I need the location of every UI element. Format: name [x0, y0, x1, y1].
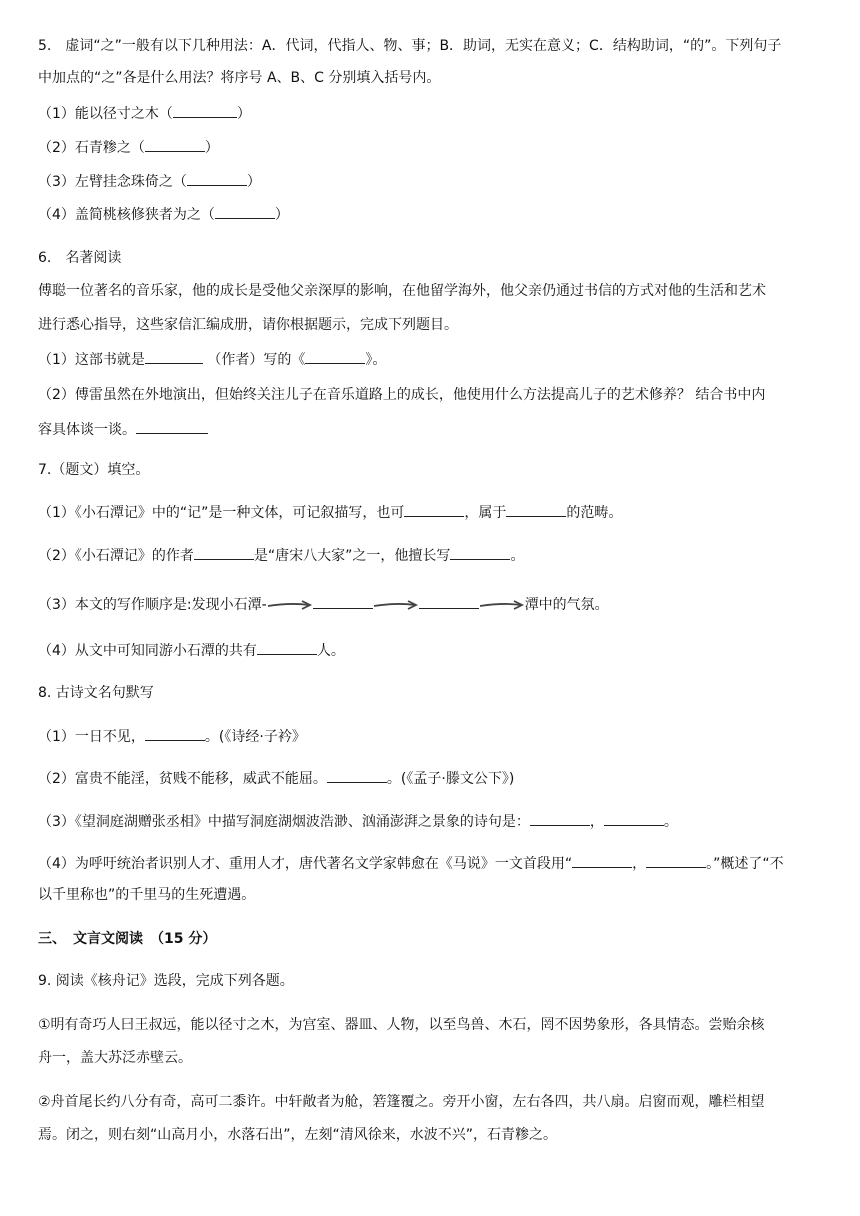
answer-blank[interactable] — [187, 171, 247, 186]
q5-item-1 — [38, 103, 830, 124]
answer-blank[interactable] — [305, 349, 365, 364]
q6-item-1-text-b: （作者）写的《 — [207, 352, 306, 368]
q7-item-1-text-a: （1）《小石潭记》中的“记”是一种文体，可记叙描写，也可 — [38, 505, 405, 521]
answer-blank[interactable] — [136, 419, 208, 434]
q5-item-1-close: ） — [236, 106, 251, 122]
answer-blank[interactable] — [450, 545, 510, 560]
q8-item-2-text-b: 。(《孟子·滕文公下》) — [386, 771, 515, 787]
q8-item-4-text-b: ， — [632, 856, 647, 872]
answer-blank[interactable] — [257, 640, 317, 655]
answer-blank[interactable] — [145, 726, 205, 741]
q6-item-2-line2 — [38, 419, 830, 440]
q5-item-3-close: ） — [246, 174, 261, 190]
q8-item-2 — [38, 768, 830, 789]
answer-blank[interactable] — [506, 502, 566, 517]
q7-title: 7.（题文）填空。 — [38, 462, 150, 478]
q7-item-3 — [38, 594, 830, 615]
answer-blank[interactable] — [419, 594, 479, 609]
arrow-right-icon — [267, 598, 313, 612]
q8-item-1-text-b: 。(《诗经·子衿》 — [204, 729, 306, 745]
q7-item-3-text-a: （3）本文的写作顺序是:发现小石潭- — [38, 597, 267, 613]
q7-item-1 — [38, 502, 830, 523]
answer-blank[interactable] — [313, 594, 373, 609]
answer-blank[interactable] — [646, 853, 706, 868]
q5-item-2-close: ） — [204, 140, 219, 156]
answer-blank[interactable] — [530, 811, 590, 826]
answer-blank[interactable] — [194, 545, 254, 560]
q6-para-line2: 进行悉心指导，这些家信汇编成册，请你根据题示，完成下列题目。 — [38, 317, 458, 333]
q9-paragraph-2-line2: 焉。闭之，则右刻“山高月小，水落石出”，左刻“清风徐来，水波不兴”，石青糁之。 — [38, 1127, 558, 1143]
q7-item-2-text-a: （2）《小石潭记》的作者 — [38, 548, 194, 564]
q5-item-2 — [38, 137, 830, 158]
q8-item-3 — [38, 811, 830, 832]
q8-item-1 — [38, 726, 830, 747]
section-heading: 三、 文言文阅读 （15 分） — [38, 931, 217, 947]
q5-item-2-text: （2）石青糁之（ — [38, 140, 145, 156]
arrow-right-icon — [479, 598, 525, 612]
q5-item-1-text: （1）能以径寸之木（ — [38, 106, 173, 122]
answer-blank[interactable] — [145, 137, 205, 152]
q5-intro-line2: 中加点的“之”各是什么用法？将序号 A、B、C 分别填入括号内。 — [38, 70, 441, 86]
answer-blank[interactable] — [173, 103, 237, 118]
q6-item-2-text: 容具体谈一谈。 — [38, 422, 136, 438]
q7-item-2 — [38, 545, 830, 566]
q8-item-2-text-a: （2）富贵不能淫，贫贱不能移，威武不能屈。 — [38, 771, 327, 787]
q5-item-4-text: （4）盖简桃核修狭者为之（ — [38, 207, 215, 223]
answer-blank[interactable] — [145, 349, 203, 364]
q7-item-1-text-c: 的范畴。 — [566, 505, 623, 521]
q7-item-1-text-b: ，属于 — [464, 505, 507, 521]
q7-item-2-text-c: 。 — [510, 548, 525, 564]
q7-item-2-text-b: 是“唐宋八大家”之一，他擅长写 — [253, 548, 451, 564]
q6-item-1-text-a: （1）这部书就是 — [38, 352, 145, 368]
q5-item-4-close: ） — [274, 207, 289, 223]
q8-item-3-text-c: 。 — [663, 814, 678, 830]
q8-item-1-text-a: （1）一日不见， — [38, 729, 145, 745]
answer-blank[interactable] — [604, 811, 664, 826]
q9-title: 9. 阅读《核舟记》选段，完成下列各题。 — [38, 973, 294, 989]
q8-title: 8. 古诗文名句默写 — [38, 685, 154, 701]
q8-item-3-text-a: （3）《望洞庭湖赠张丞相》中描写洞庭湖烟波浩渺、汹涌澎湃之景象的诗句是： — [38, 814, 530, 830]
q9-paragraph-2-line1: ②舟首尾长约八分有奇，高可二黍许。中轩敞者为舱，箬篷覆之。旁开小窗，左右各四，共八扇。启窗而观，雕栏相望 — [38, 1094, 765, 1110]
q7-item-4 — [38, 640, 830, 661]
q9-paragraph-1-line1: ①明有奇巧人曰王叔远，能以径寸之木，为宫室、器皿、人物，以至鸟兽、木石，罔不因势象形，各具情态。尝贻余核 — [38, 1017, 765, 1033]
arrow-right-icon — [373, 598, 419, 612]
q8-item-3-text-b: ， — [589, 814, 604, 830]
q5-item-3 — [38, 171, 830, 192]
q7-item-4-text-a: （4）从文中可知同游小石潭的共有 — [38, 643, 257, 659]
q6-item-1-text-c: 》。 — [365, 352, 387, 368]
q5-item-3-text: （3）左臂挂念珠倚之（ — [38, 174, 187, 190]
q6-para-line1: 傅聪一位著名的音乐家，他的成长是受他父亲深厚的影响，在他留学海外，他父亲仍通过书信的方式对他的生活和艺术 — [38, 283, 766, 299]
q8-item-4-text-a: （4）为呼吁统治者识别人才、重用人才，唐代著名文学家韩愈在《马说》一文首段用“ — [38, 856, 573, 872]
q6-title: 6. 名著阅读 — [38, 250, 122, 266]
q7-item-3-text-c: 潭中的气氛。 — [524, 597, 609, 613]
q5-intro-line1: 5. 虚词“之”一般有以下几种用法：A．代词，代指人、物、事；B．助词，无实在意义；C．结构助词，“的”。下列句子 — [38, 38, 782, 54]
q8-item-4-line1 — [38, 853, 830, 874]
q6-item-1 — [38, 349, 830, 370]
q6-item-2-line1: （2）傅雷虽然在外地演出，但始终关注儿子在音乐道路上的成长，他使用什么方法提高儿子的艺术修养？ 结合书中内 — [38, 387, 766, 403]
answer-blank[interactable] — [404, 502, 464, 517]
answer-blank[interactable] — [215, 204, 275, 219]
q9-paragraph-1-line2: 舟一，盖大苏泛赤壁云。 — [38, 1050, 192, 1066]
answer-blank[interactable] — [327, 768, 387, 783]
q8-item-4-text-c: 。”概述了“不 — [706, 856, 784, 872]
answer-blank[interactable] — [572, 853, 632, 868]
q5-item-4 — [38, 204, 830, 225]
q8-item-4-line2: 以千里称也”的千里马的生死遭遇。 — [38, 887, 256, 903]
q7-item-4-text-b: 人。 — [316, 643, 345, 659]
